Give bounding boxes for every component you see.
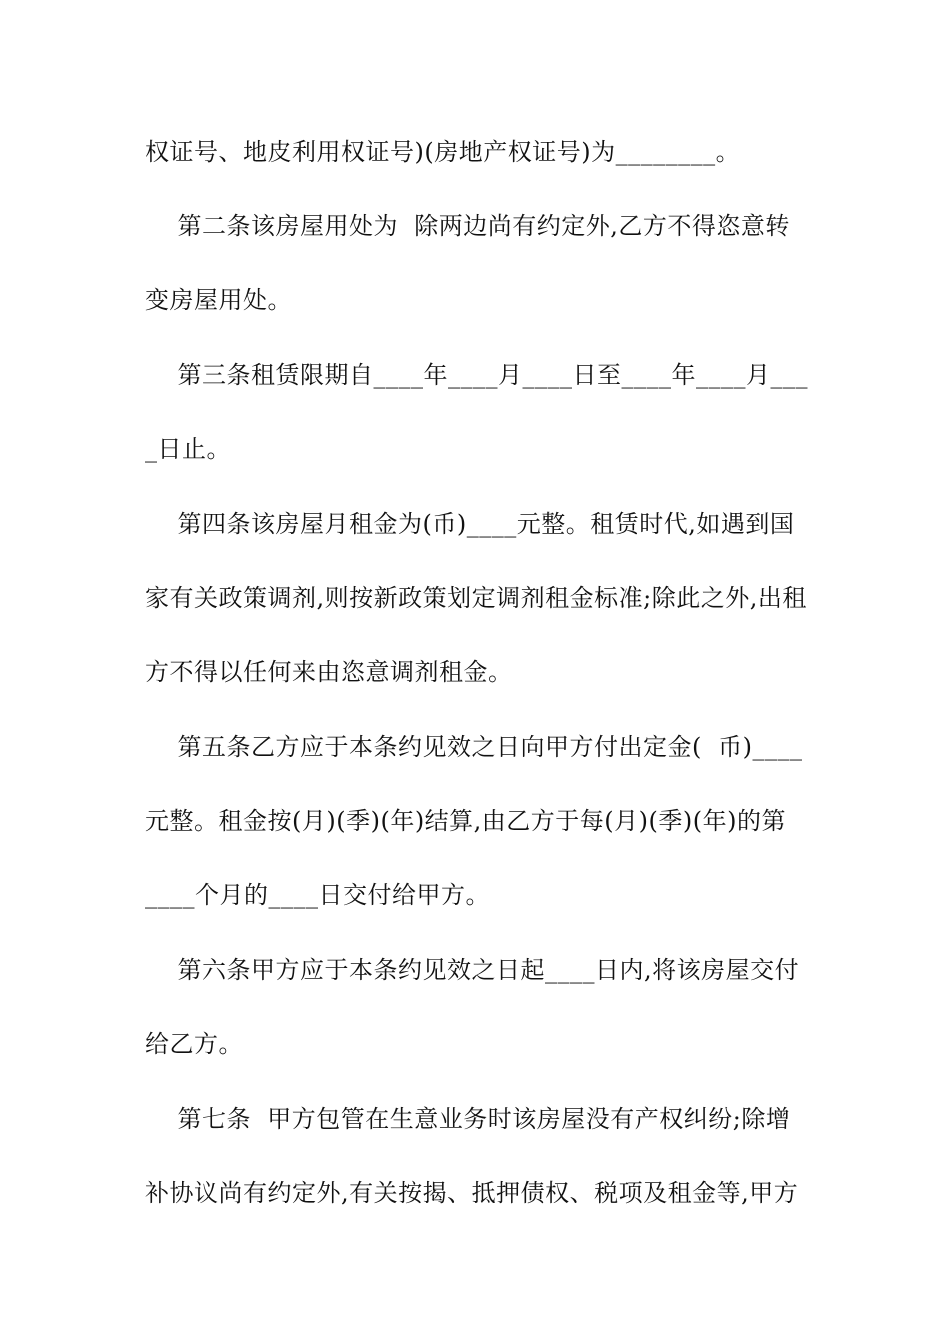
text-line: _日止。 xyxy=(145,435,231,463)
text-line: 补协议尚有约定外,有关按揭、抵押债权、税项及租金等,甲方 xyxy=(145,1179,799,1207)
text-line: 方不得以任何来由恣意调剂租金。 xyxy=(145,658,513,686)
text-line: 家有关政策调剂,则按新政策划定调剂租金标准;除此之外,出租 xyxy=(145,584,807,612)
text-line: 第四条该房屋月租金为(币)____元整。租赁时代,如遇到国 xyxy=(145,510,795,538)
text-line: 第五条乙方应于本条约见效之日向甲方付出定金( 币)____ xyxy=(145,733,803,761)
text-line: 第七条 甲方包管在生意业务时该房屋没有产权纠纷;除增 xyxy=(145,1105,791,1133)
text-line: ____个月的____日交付给甲方。 xyxy=(145,881,490,909)
text-line: 给乙方。 xyxy=(145,1030,243,1058)
text-line: 元整。租金按(月)(季)(年)结算,由乙方于每(月)(季)(年)的第 xyxy=(145,807,786,835)
text-line: 第二条该房屋用处为 除两边尚有约定外,乙方不得恣意转 xyxy=(145,212,790,240)
text-line: 变房屋用处。 xyxy=(145,286,292,314)
text-line: 权证号、地皮利用权证号)(房地产权证号)为________。 xyxy=(145,138,741,166)
text-line: 第六条甲方应于本条约见效之日起____日内,将该房屋交付 xyxy=(145,956,800,984)
text-line: 第三条租赁限期自____年____月____日至____年____月___ xyxy=(145,361,809,389)
